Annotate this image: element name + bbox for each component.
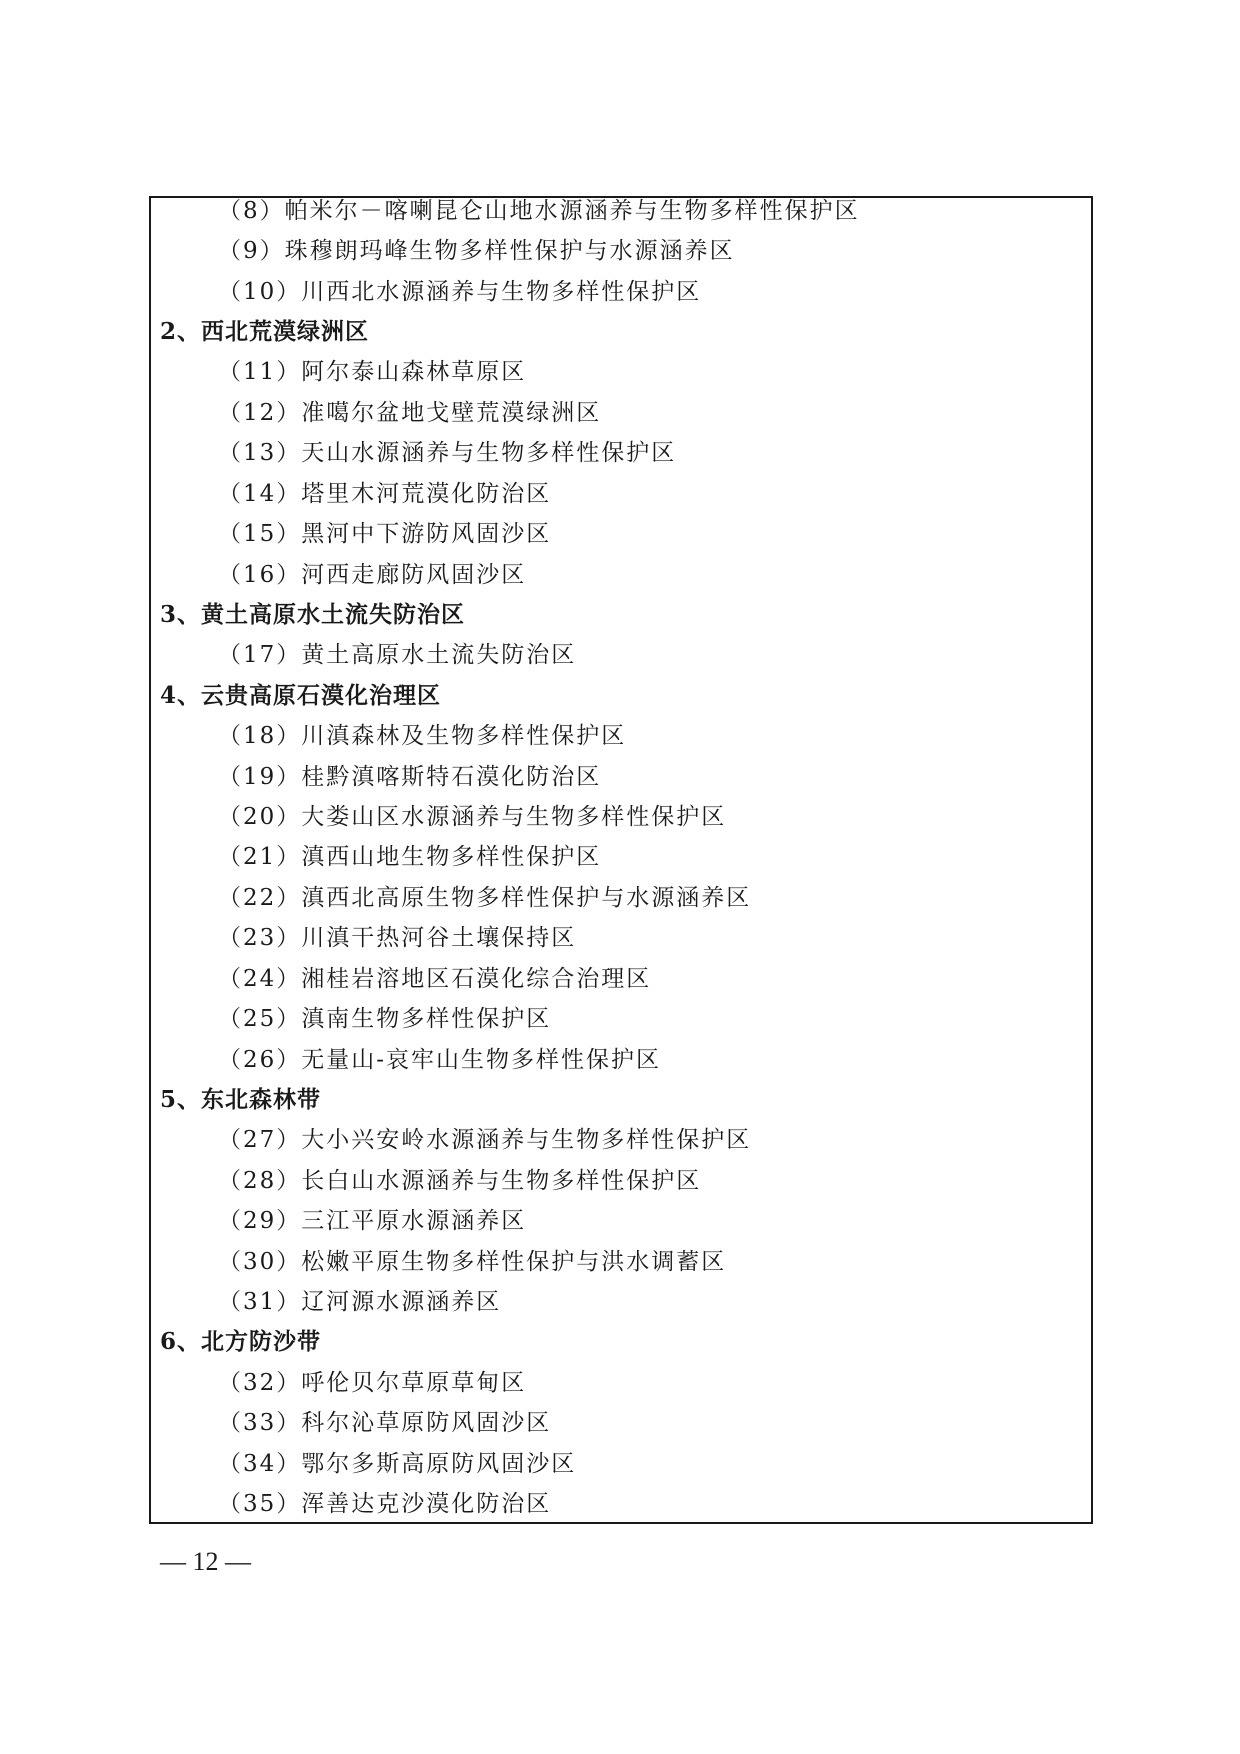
list-item: （31）辽河源水源涵养区: [218, 1289, 502, 1315]
list-item: （22）滇西北高原生物多样性保护与水源涵养区: [218, 885, 752, 911]
list-item: （10）川西北水源涵养与生物多样性保护区: [218, 279, 702, 305]
list-item: （11）阿尔泰山森林草原区: [218, 359, 527, 385]
section-heading: 5、东北森林带: [160, 1086, 322, 1113]
section-heading: 4、云贵高原石漠化治理区: [160, 682, 442, 709]
list-item: （24）湘桂岩溶地区石漠化综合治理区: [218, 966, 652, 992]
section-heading: 3、黄土高原水土流失防治区: [160, 601, 466, 628]
list-item: （32）呼伦贝尔草原草甸区: [218, 1370, 527, 1396]
list-item: （21）滇西山地生物多样性保护区: [218, 844, 602, 870]
page-number: — 12 —: [160, 1547, 251, 1576]
list-item: （9）珠穆朗玛峰生物多样性保护与水源涵养区: [218, 238, 735, 264]
list-item: （35）浑善达克沙漠化防治区: [218, 1491, 552, 1517]
list-item: （28）长白山水源涵养与生物多样性保护区: [218, 1168, 702, 1194]
list-item: （14）塔里木河荒漠化防治区: [218, 481, 552, 507]
list-item: （17）黄土高原水土流失防治区: [218, 642, 577, 668]
section-heading: 2、西北荒漠绿洲区: [160, 318, 370, 345]
list-item: （23）川滇干热河谷土壤保持区: [218, 925, 577, 951]
section-heading: 6、北方防沙带: [160, 1328, 322, 1355]
list-item: （18）川滇森林及生物多样性保护区: [218, 723, 627, 749]
list-item: （29）三江平原水源涵养区: [218, 1208, 527, 1234]
list-item: （8）帕米尔－喀喇昆仑山地水源涵养与生物多样性保护区: [218, 198, 860, 224]
list-item: （13）天山水源涵养与生物多样性保护区: [218, 440, 677, 466]
list-item: （15）黑河中下游防风固沙区: [218, 521, 552, 547]
list-item: （26）无量山-哀牢山生物多样性保护区: [218, 1047, 662, 1073]
list-item: （34）鄂尔多斯高原防风固沙区: [218, 1451, 577, 1477]
list-item: （19）桂黔滇喀斯特石漠化防治区: [218, 764, 602, 790]
list-item: （30）松嫩平原生物多样性保护与洪水调蓄区: [218, 1249, 727, 1275]
list-item: （33）科尔沁草原防风固沙区: [218, 1410, 552, 1436]
list-item: （27）大小兴安岭水源涵养与生物多样性保护区: [218, 1127, 752, 1153]
list-item: （20）大娄山区水源涵养与生物多样性保护区: [218, 804, 727, 830]
list-item: （25）滇南生物多样性保护区: [218, 1006, 552, 1032]
list-item: （16）河西走廊防风固沙区: [218, 562, 527, 588]
list-item: （12）准噶尔盆地戈壁荒漠绿洲区: [218, 400, 602, 426]
